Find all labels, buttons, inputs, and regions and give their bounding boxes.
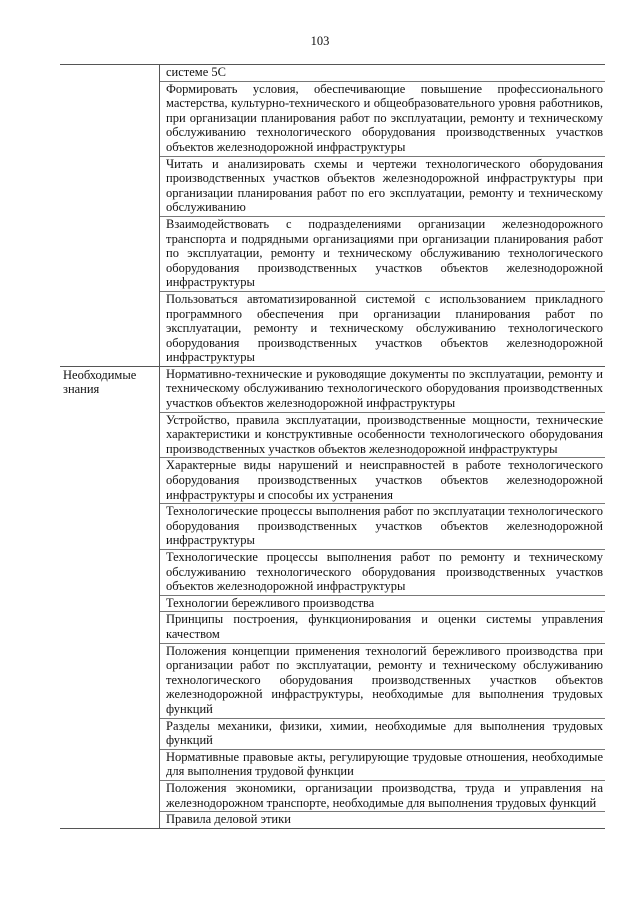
knowledge-item: Характерные виды нарушений и неисправностей в работе технологического оборудования производственных участков объектов железнодорожной инфраструктуры и способы их устранения (160, 458, 605, 504)
knowledge-item: Технологии бережливого производства (160, 596, 605, 613)
knowledge-item: Правила деловой этики (166, 812, 291, 827)
skills-section (60, 65, 605, 366)
knowledge-list (160, 367, 605, 828)
skill-item: Формировать условия, обеспечивающие повышение профессионального мастерства, культурно-технического и общеобразовательного уровня работников, при организации планирования работ по эксплуатации, ремонту и техническому обслуживанию технологического оборудования производственных участков объектов железнодорожной инфраструктуры (160, 82, 605, 157)
skills-list (160, 65, 605, 366)
knowledge-item: Положения экономики, организации производства, труда и управления на железнодорожном транспорте, необходимые для выполнения трудовых функций (160, 781, 605, 812)
knowledge-item: Нормативно-технические и руководящие документы по эксплуатации, ремонту и техническому обслуживанию технологического оборудования производственных участков объектов железнодорожной инфраструктуры (160, 367, 605, 413)
skill-item: Взаимодействовать с подразделениями организации железнодорожного транспорта и подрядными организациями при организации планирования работ по эксплуатации, ремонту и техническому обслуживанию технологического оборудования производственных участков объектов железнодорожной инфраструктуры (160, 217, 605, 292)
knowledge-item: Разделы механики, физики, химии, необходимые для выполнения трудовых функций (160, 719, 605, 750)
requirements-table (60, 64, 605, 829)
knowledge-item: Нормативные правовые акты, регулирующие трудовые отношения, необходимые для выполнения трудовой функции (160, 750, 605, 781)
knowledge-item: Принципы построения, функционирования и оценки системы управления качеством (160, 612, 605, 643)
skills-label (60, 65, 160, 366)
knowledge-item: Устройство, правила эксплуатации, производственные мощности, технические характеристики и конструктивные особенности технологического оборудования производственных участков объектов железнодорожной инфраструктуры (160, 413, 605, 459)
skill-item: Читать и анализировать схемы и чертежи технологического оборудования производственных участков объектов железнодорожной инфраструктуры при организации планирования работ по его эксплуатации, ремонту и техническому обслуживанию (160, 157, 605, 217)
knowledge-item: Технологические процессы выполнения работ по эксплуатации технологического оборудования производственных участков объектов железнодорожной инфраструктуры (160, 504, 605, 550)
knowledge-section (60, 366, 605, 828)
knowledge-item: Положения концепции применения технологий бережливого производства при организации работ по эксплуатации, ремонту и техническому обслуживанию технологического оборудования производственных участков объектов железнодорожной инфраструктуры, необходимые для выполнения трудовых функций (160, 644, 605, 719)
page-number: 103 (310, 34, 330, 48)
knowledge-label: Необходимые знания (60, 367, 160, 828)
knowledge-item: Технологические процессы выполнения работ по ремонту и техническому обслуживанию технологического оборудования производственных участков объектов железнодорожной инфраструктуры (160, 550, 605, 596)
skill-item: Пользоваться автоматизированной системой с использованием прикладного программного обеспечения при организации планирования работ по эксплуатации, ремонту и техническому обслуживанию технологического оборудования производственных участков объектов железнодорожной инфраструктуры (166, 291, 603, 365)
skill-item: системе 5С (160, 65, 605, 82)
